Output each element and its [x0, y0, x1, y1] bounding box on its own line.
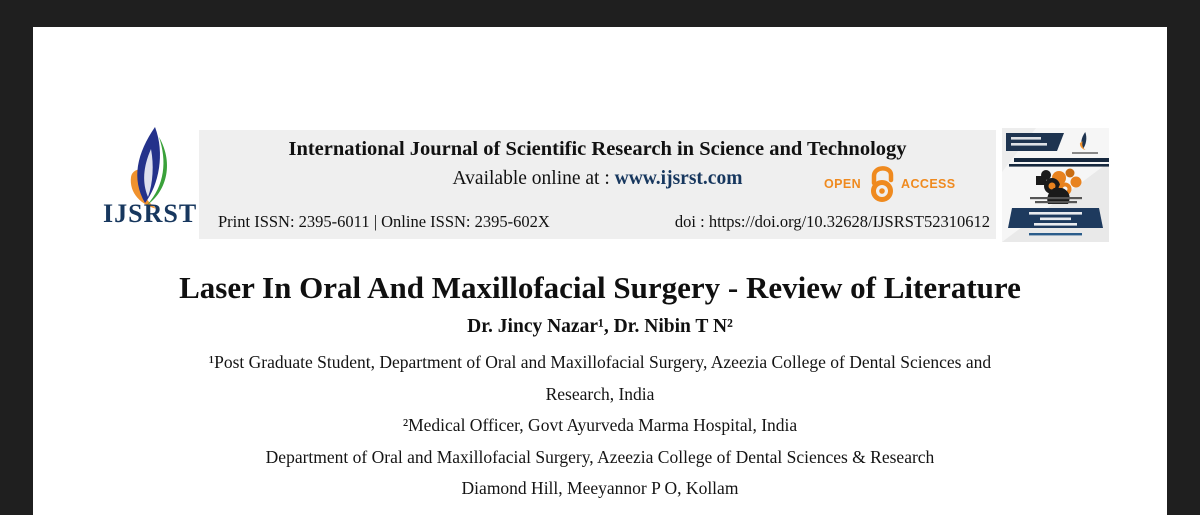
open-access-open-label: OPEN	[824, 177, 862, 191]
journal-cover-thumbnail	[1002, 128, 1109, 242]
article-title: Laser In Oral And Maxillofacial Surgery - Review of Literature	[179, 270, 1021, 305]
ijsrst-logo-text: IJSRST	[103, 199, 198, 228]
article-affiliations	[33, 347, 1167, 505]
journal-banner	[199, 130, 996, 239]
open-access-lock-icon	[864, 163, 898, 206]
banner-bottom-row	[218, 212, 990, 232]
affiliation-line: Research, India	[545, 383, 655, 404]
doi-link[interactable]: doi : https://doi.org/10.32628/IJSRST52310612	[674, 212, 990, 231]
affiliation-line: Diamond Hill, Meeyannor P O, Kollam	[461, 478, 739, 499]
open-access-logo	[824, 163, 956, 205]
affiliation-line: ¹Post Graduate Student, Department of Oral and Maxillofacial Surgery, Azeezia College of Dental Sciences and	[208, 352, 992, 372]
journal-website-link[interactable]: www.ijsrst.com	[614, 168, 743, 189]
journal-title: International Journal of Scientific Research in Science and Technology	[288, 138, 907, 160]
issn-line: Print ISSN: 2395-6011 | Online ISSN: 2395-602X	[218, 212, 550, 231]
affiliation-line: Department of Oral and Maxillofacial Surgery, Azeezia College of Dental Sciences & Research	[265, 446, 935, 467]
article-authors: Dr. Jincy Nazar¹, Dr. Nibin T N²	[467, 316, 733, 337]
journal-masthead	[33, 27, 1167, 257]
affiliation-line: ²Medical Officer, Govt Ayurveda Marma Hospital, India	[402, 415, 798, 436]
open-access-access-label: ACCESS	[901, 177, 956, 191]
document-page	[33, 27, 1167, 515]
available-online-prefix: Available online at :	[452, 168, 615, 189]
